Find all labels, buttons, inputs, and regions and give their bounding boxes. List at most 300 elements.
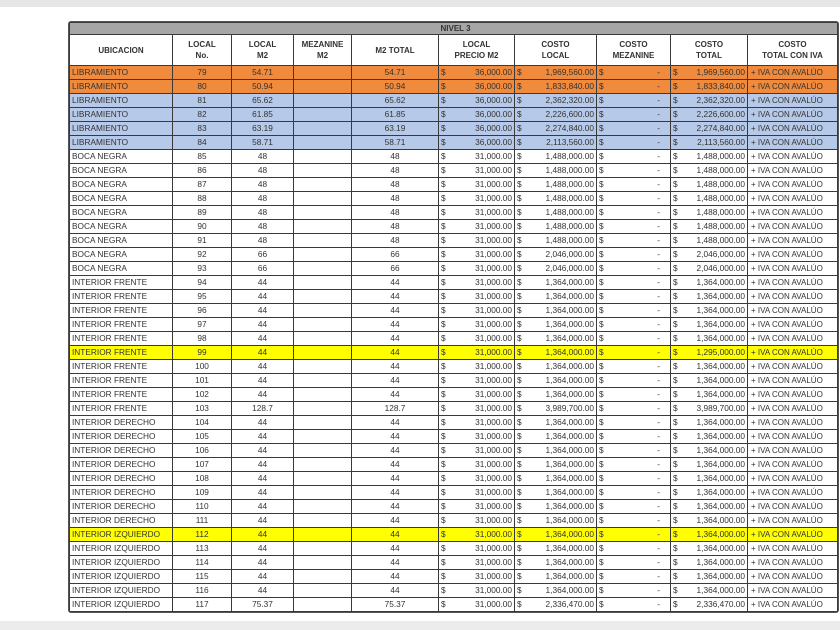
cell-local-m2[interactable]: 44 bbox=[232, 472, 294, 486]
cell-mezanine-m2[interactable] bbox=[294, 220, 352, 234]
cell-costo-local[interactable] bbox=[515, 416, 597, 430]
cell-mezanine-m2[interactable] bbox=[294, 472, 352, 486]
cell-costo-local[interactable] bbox=[515, 486, 597, 500]
cell-m2-total[interactable]: 44 bbox=[352, 500, 439, 514]
cell-precio-m2[interactable] bbox=[439, 192, 515, 206]
cell-local-m2[interactable]: 44 bbox=[232, 416, 294, 430]
cell-mezanine-m2[interactable] bbox=[294, 150, 352, 164]
cell-costo-iva[interactable]: + IVA CON AVALÚO bbox=[748, 318, 838, 332]
cell-mezanine-m2[interactable] bbox=[294, 206, 352, 220]
cell-costo-local[interactable] bbox=[515, 276, 597, 290]
cell-m2-total[interactable]: 48 bbox=[352, 220, 439, 234]
cell-mezanine-m2[interactable] bbox=[294, 458, 352, 472]
cell-precio-m2[interactable] bbox=[439, 402, 515, 416]
cell-costo-iva[interactable]: + IVA CON AVALÚO bbox=[748, 570, 838, 584]
cell-ubicacion[interactable]: INTERIOR FRENTE bbox=[70, 318, 173, 332]
cell-costo-total[interactable] bbox=[671, 80, 748, 94]
cell-m2-total[interactable]: 48 bbox=[352, 234, 439, 248]
cell-costo-local[interactable] bbox=[515, 136, 597, 150]
cell-local-m2[interactable]: 44 bbox=[232, 444, 294, 458]
cell-local-m2[interactable]: 66 bbox=[232, 262, 294, 276]
cell-costo-total[interactable] bbox=[671, 374, 748, 388]
cell-local-no[interactable]: 105 bbox=[173, 430, 232, 444]
cell-costo-local[interactable] bbox=[515, 318, 597, 332]
cell-costo-mezanine[interactable] bbox=[597, 556, 671, 570]
cell-ubicacion[interactable]: INTERIOR DERECHO bbox=[70, 500, 173, 514]
cell-costo-total[interactable] bbox=[671, 248, 748, 262]
cell-local-m2[interactable]: 44 bbox=[232, 570, 294, 584]
cell-costo-total[interactable] bbox=[671, 164, 748, 178]
cell-m2-total[interactable]: 44 bbox=[352, 332, 439, 346]
cell-costo-total[interactable] bbox=[671, 318, 748, 332]
cell-mezanine-m2[interactable] bbox=[294, 444, 352, 458]
cell-costo-iva[interactable]: + IVA CON AVALÚO bbox=[748, 108, 838, 122]
cell-costo-iva[interactable]: + IVA CON AVALÚO bbox=[748, 276, 838, 290]
cell-m2-total[interactable]: 48 bbox=[352, 164, 439, 178]
cell-costo-total[interactable] bbox=[671, 458, 748, 472]
cell-costo-mezanine[interactable] bbox=[597, 122, 671, 136]
cell-mezanine-m2[interactable] bbox=[294, 178, 352, 192]
cell-costo-mezanine[interactable] bbox=[597, 388, 671, 402]
cell-local-no[interactable]: 91 bbox=[173, 234, 232, 248]
cell-costo-total[interactable] bbox=[671, 500, 748, 514]
cell-local-no[interactable]: 108 bbox=[173, 472, 232, 486]
cell-ubicacion[interactable]: LIBRAMIENTO bbox=[70, 66, 173, 80]
cell-costo-total[interactable] bbox=[671, 472, 748, 486]
cell-costo-local[interactable] bbox=[515, 220, 597, 234]
cell-m2-total[interactable]: 44 bbox=[352, 444, 439, 458]
cell-precio-m2[interactable] bbox=[439, 276, 515, 290]
cell-local-no[interactable]: 100 bbox=[173, 360, 232, 374]
cell-costo-local[interactable] bbox=[515, 556, 597, 570]
cell-precio-m2[interactable] bbox=[439, 556, 515, 570]
cell-costo-mezanine[interactable] bbox=[597, 570, 671, 584]
cell-precio-m2[interactable] bbox=[439, 458, 515, 472]
cell-costo-local[interactable] bbox=[515, 192, 597, 206]
cell-local-m2[interactable]: 44 bbox=[232, 388, 294, 402]
cell-costo-mezanine[interactable] bbox=[597, 108, 671, 122]
cell-costo-mezanine[interactable] bbox=[597, 500, 671, 514]
cell-local-no[interactable]: 96 bbox=[173, 304, 232, 318]
cell-costo-iva[interactable]: + IVA CON AVALÚO bbox=[748, 472, 838, 486]
cell-precio-m2[interactable] bbox=[439, 206, 515, 220]
cell-costo-total[interactable] bbox=[671, 388, 748, 402]
cell-costo-local[interactable] bbox=[515, 374, 597, 388]
cell-m2-total[interactable]: 44 bbox=[352, 346, 439, 360]
cell-costo-total[interactable] bbox=[671, 486, 748, 500]
cell-costo-total[interactable] bbox=[671, 304, 748, 318]
cell-ubicacion[interactable]: INTERIOR FRENTE bbox=[70, 402, 173, 416]
cell-ubicacion[interactable]: INTERIOR DERECHO bbox=[70, 430, 173, 444]
cell-local-no[interactable]: 83 bbox=[173, 122, 232, 136]
cell-ubicacion[interactable]: INTERIOR DERECHO bbox=[70, 458, 173, 472]
cell-costo-local[interactable] bbox=[515, 598, 597, 612]
cell-costo-total[interactable] bbox=[671, 570, 748, 584]
cell-costo-iva[interactable]: + IVA CON AVALÚO bbox=[748, 136, 838, 150]
cell-ubicacion[interactable]: INTERIOR FRENTE bbox=[70, 346, 173, 360]
cell-local-no[interactable]: 80 bbox=[173, 80, 232, 94]
cell-costo-iva[interactable]: + IVA CON AVALÚO bbox=[748, 192, 838, 206]
cell-local-no[interactable]: 85 bbox=[173, 150, 232, 164]
cell-costo-total[interactable] bbox=[671, 444, 748, 458]
cell-costo-local[interactable] bbox=[515, 444, 597, 458]
cell-costo-mezanine[interactable] bbox=[597, 528, 671, 542]
cell-costo-total[interactable] bbox=[671, 528, 748, 542]
cell-costo-local[interactable] bbox=[515, 304, 597, 318]
cell-mezanine-m2[interactable] bbox=[294, 500, 352, 514]
cell-precio-m2[interactable] bbox=[439, 150, 515, 164]
cell-local-m2[interactable]: 65.62 bbox=[232, 94, 294, 108]
cell-costo-local[interactable] bbox=[515, 500, 597, 514]
cell-costo-mezanine[interactable] bbox=[597, 360, 671, 374]
cell-costo-mezanine[interactable] bbox=[597, 472, 671, 486]
cell-ubicacion[interactable]: INTERIOR FRENTE bbox=[70, 388, 173, 402]
cell-costo-iva[interactable]: + IVA CON AVALÚO bbox=[748, 234, 838, 248]
cell-local-m2[interactable]: 48 bbox=[232, 206, 294, 220]
cell-costo-iva[interactable]: + IVA CON AVALÚO bbox=[748, 164, 838, 178]
cell-costo-mezanine[interactable] bbox=[597, 178, 671, 192]
cell-costo-mezanine[interactable] bbox=[597, 318, 671, 332]
cell-m2-total[interactable]: 44 bbox=[352, 514, 439, 528]
cell-costo-local[interactable] bbox=[515, 178, 597, 192]
cell-costo-mezanine[interactable] bbox=[597, 486, 671, 500]
cell-costo-iva[interactable]: + IVA CON AVALÚO bbox=[748, 178, 838, 192]
cell-costo-iva[interactable]: + IVA CON AVALÚO bbox=[748, 66, 838, 80]
cell-costo-total[interactable] bbox=[671, 276, 748, 290]
cell-m2-total[interactable]: 44 bbox=[352, 556, 439, 570]
cell-local-no[interactable]: 106 bbox=[173, 444, 232, 458]
cell-costo-iva[interactable]: + IVA CON AVALÚO bbox=[748, 458, 838, 472]
cell-m2-total[interactable]: 58.71 bbox=[352, 136, 439, 150]
cell-local-no[interactable]: 94 bbox=[173, 276, 232, 290]
cell-precio-m2[interactable] bbox=[439, 430, 515, 444]
cell-local-m2[interactable]: 63.19 bbox=[232, 122, 294, 136]
cell-local-m2[interactable]: 66 bbox=[232, 248, 294, 262]
cell-costo-iva[interactable]: + IVA CON AVALÚO bbox=[748, 388, 838, 402]
cell-mezanine-m2[interactable] bbox=[294, 262, 352, 276]
cell-costo-iva[interactable]: + IVA CON AVALÚO bbox=[748, 150, 838, 164]
cell-m2-total[interactable]: 48 bbox=[352, 150, 439, 164]
cell-costo-mezanine[interactable] bbox=[597, 304, 671, 318]
cell-local-no[interactable]: 107 bbox=[173, 458, 232, 472]
cell-costo-mezanine[interactable] bbox=[597, 514, 671, 528]
cell-ubicacion[interactable]: INTERIOR DERECHO bbox=[70, 416, 173, 430]
cell-mezanine-m2[interactable] bbox=[294, 416, 352, 430]
cell-local-m2[interactable]: 58.71 bbox=[232, 136, 294, 150]
cell-costo-total[interactable] bbox=[671, 514, 748, 528]
cell-local-no[interactable]: 116 bbox=[173, 584, 232, 598]
cell-costo-total[interactable] bbox=[671, 178, 748, 192]
cell-m2-total[interactable]: 48 bbox=[352, 206, 439, 220]
cell-costo-iva[interactable]: + IVA CON AVALÚO bbox=[748, 94, 838, 108]
cell-ubicacion[interactable]: INTERIOR DERECHO bbox=[70, 514, 173, 528]
cell-m2-total[interactable]: 50.94 bbox=[352, 80, 439, 94]
cell-costo-iva[interactable]: + IVA CON AVALÚO bbox=[748, 290, 838, 304]
cell-local-no[interactable]: 87 bbox=[173, 178, 232, 192]
cell-precio-m2[interactable] bbox=[439, 528, 515, 542]
cell-costo-iva[interactable]: + IVA CON AVALÚO bbox=[748, 486, 838, 500]
cell-mezanine-m2[interactable] bbox=[294, 486, 352, 500]
cell-costo-total[interactable] bbox=[671, 136, 748, 150]
cell-ubicacion[interactable]: INTERIOR FRENTE bbox=[70, 276, 173, 290]
cell-mezanine-m2[interactable] bbox=[294, 164, 352, 178]
cell-costo-mezanine[interactable] bbox=[597, 150, 671, 164]
cell-costo-local[interactable] bbox=[515, 94, 597, 108]
cell-costo-iva[interactable]: + IVA CON AVALÚO bbox=[748, 262, 838, 276]
cell-ubicacion[interactable]: BOCA NEGRA bbox=[70, 262, 173, 276]
cell-costo-iva[interactable]: + IVA CON AVALÚO bbox=[748, 304, 838, 318]
cell-costo-total[interactable] bbox=[671, 584, 748, 598]
cell-costo-iva[interactable]: + IVA CON AVALÚO bbox=[748, 122, 838, 136]
cell-costo-mezanine[interactable] bbox=[597, 374, 671, 388]
cell-local-no[interactable]: 86 bbox=[173, 164, 232, 178]
cell-costo-total[interactable] bbox=[671, 108, 748, 122]
cell-local-m2[interactable]: 44 bbox=[232, 346, 294, 360]
cell-m2-total[interactable]: 44 bbox=[352, 486, 439, 500]
cell-local-m2[interactable]: 48 bbox=[232, 178, 294, 192]
cell-m2-total[interactable]: 48 bbox=[352, 178, 439, 192]
cell-costo-total[interactable] bbox=[671, 150, 748, 164]
cell-local-m2[interactable]: 48 bbox=[232, 192, 294, 206]
cell-local-no[interactable]: 97 bbox=[173, 318, 232, 332]
cell-costo-mezanine[interactable] bbox=[597, 136, 671, 150]
cell-mezanine-m2[interactable] bbox=[294, 584, 352, 598]
cell-precio-m2[interactable] bbox=[439, 570, 515, 584]
cell-costo-total[interactable] bbox=[671, 598, 748, 612]
cell-costo-local[interactable] bbox=[515, 346, 597, 360]
cell-costo-total[interactable] bbox=[671, 542, 748, 556]
cell-m2-total[interactable]: 44 bbox=[352, 542, 439, 556]
cell-mezanine-m2[interactable] bbox=[294, 388, 352, 402]
cell-local-no[interactable]: 115 bbox=[173, 570, 232, 584]
cell-local-no[interactable]: 92 bbox=[173, 248, 232, 262]
cell-m2-total[interactable]: 44 bbox=[352, 416, 439, 430]
cell-costo-mezanine[interactable] bbox=[597, 444, 671, 458]
cell-mezanine-m2[interactable] bbox=[294, 318, 352, 332]
cell-ubicacion[interactable]: INTERIOR DERECHO bbox=[70, 444, 173, 458]
cell-m2-total[interactable]: 63.19 bbox=[352, 122, 439, 136]
cell-local-m2[interactable]: 44 bbox=[232, 542, 294, 556]
cell-costo-iva[interactable]: + IVA CON AVALÚO bbox=[748, 416, 838, 430]
cell-precio-m2[interactable] bbox=[439, 374, 515, 388]
cell-local-no[interactable]: 104 bbox=[173, 416, 232, 430]
cell-mezanine-m2[interactable] bbox=[294, 304, 352, 318]
cell-m2-total[interactable]: 44 bbox=[352, 374, 439, 388]
cell-precio-m2[interactable] bbox=[439, 248, 515, 262]
cell-local-no[interactable]: 117 bbox=[173, 598, 232, 612]
cell-precio-m2[interactable] bbox=[439, 416, 515, 430]
cell-precio-m2[interactable] bbox=[439, 318, 515, 332]
cell-costo-total[interactable] bbox=[671, 332, 748, 346]
cell-mezanine-m2[interactable] bbox=[294, 108, 352, 122]
cell-local-no[interactable]: 112 bbox=[173, 528, 232, 542]
cell-costo-mezanine[interactable] bbox=[597, 332, 671, 346]
cell-ubicacion[interactable]: LIBRAMIENTO bbox=[70, 136, 173, 150]
cell-costo-mezanine[interactable] bbox=[597, 290, 671, 304]
cell-local-m2[interactable]: 61.85 bbox=[232, 108, 294, 122]
cell-costo-iva[interactable]: + IVA CON AVALÚO bbox=[748, 514, 838, 528]
cell-costo-local[interactable] bbox=[515, 584, 597, 598]
cell-mezanine-m2[interactable] bbox=[294, 346, 352, 360]
cell-precio-m2[interactable] bbox=[439, 514, 515, 528]
cell-precio-m2[interactable] bbox=[439, 444, 515, 458]
cell-precio-m2[interactable] bbox=[439, 500, 515, 514]
cell-local-no[interactable]: 101 bbox=[173, 374, 232, 388]
cell-precio-m2[interactable] bbox=[439, 164, 515, 178]
cell-costo-total[interactable] bbox=[671, 346, 748, 360]
cell-precio-m2[interactable] bbox=[439, 360, 515, 374]
cell-m2-total[interactable]: 44 bbox=[352, 584, 439, 598]
cell-costo-local[interactable] bbox=[515, 122, 597, 136]
cell-local-no[interactable]: 102 bbox=[173, 388, 232, 402]
cell-costo-mezanine[interactable] bbox=[597, 430, 671, 444]
cell-local-no[interactable]: 109 bbox=[173, 486, 232, 500]
cell-mezanine-m2[interactable] bbox=[294, 430, 352, 444]
cell-precio-m2[interactable] bbox=[439, 472, 515, 486]
cell-costo-iva[interactable]: + IVA CON AVALÚO bbox=[748, 206, 838, 220]
cell-precio-m2[interactable] bbox=[439, 122, 515, 136]
cell-precio-m2[interactable] bbox=[439, 234, 515, 248]
cell-local-m2[interactable]: 44 bbox=[232, 486, 294, 500]
cell-costo-iva[interactable]: + IVA CON AVALÚO bbox=[748, 500, 838, 514]
cell-m2-total[interactable]: 128.7 bbox=[352, 402, 439, 416]
cell-local-no[interactable]: 95 bbox=[173, 290, 232, 304]
cell-ubicacion[interactable]: INTERIOR IZQUIERDO bbox=[70, 528, 173, 542]
cell-mezanine-m2[interactable] bbox=[294, 402, 352, 416]
cell-costo-mezanine[interactable] bbox=[597, 248, 671, 262]
cell-costo-iva[interactable]: + IVA CON AVALÚO bbox=[748, 402, 838, 416]
cell-costo-local[interactable] bbox=[515, 290, 597, 304]
cell-ubicacion[interactable]: INTERIOR FRENTE bbox=[70, 304, 173, 318]
cell-costo-local[interactable] bbox=[515, 388, 597, 402]
cell-ubicacion[interactable]: BOCA NEGRA bbox=[70, 248, 173, 262]
cell-precio-m2[interactable] bbox=[439, 584, 515, 598]
cell-ubicacion[interactable]: LIBRAMIENTO bbox=[70, 80, 173, 94]
cell-costo-total[interactable] bbox=[671, 360, 748, 374]
cell-ubicacion[interactable]: INTERIOR IZQUIERDO bbox=[70, 556, 173, 570]
cell-costo-iva[interactable]: + IVA CON AVALÚO bbox=[748, 360, 838, 374]
cell-local-m2[interactable]: 128.7 bbox=[232, 402, 294, 416]
cell-precio-m2[interactable] bbox=[439, 178, 515, 192]
cell-ubicacion[interactable]: LIBRAMIENTO bbox=[70, 122, 173, 136]
cell-costo-mezanine[interactable] bbox=[597, 402, 671, 416]
cell-mezanine-m2[interactable] bbox=[294, 276, 352, 290]
cell-local-m2[interactable]: 44 bbox=[232, 528, 294, 542]
cell-m2-total[interactable]: 44 bbox=[352, 458, 439, 472]
cell-ubicacion[interactable]: BOCA NEGRA bbox=[70, 164, 173, 178]
cell-costo-local[interactable] bbox=[515, 262, 597, 276]
cell-costo-total[interactable] bbox=[671, 94, 748, 108]
cell-local-m2[interactable]: 50.94 bbox=[232, 80, 294, 94]
cell-m2-total[interactable]: 66 bbox=[352, 248, 439, 262]
cell-costo-total[interactable] bbox=[671, 234, 748, 248]
cell-costo-local[interactable] bbox=[515, 66, 597, 80]
cell-costo-iva[interactable]: + IVA CON AVALÚO bbox=[748, 598, 838, 612]
cell-costo-total[interactable] bbox=[671, 416, 748, 430]
cell-ubicacion[interactable]: BOCA NEGRA bbox=[70, 192, 173, 206]
cell-local-m2[interactable]: 75.37 bbox=[232, 598, 294, 612]
cell-m2-total[interactable]: 44 bbox=[352, 388, 439, 402]
cell-costo-local[interactable] bbox=[515, 234, 597, 248]
cell-precio-m2[interactable] bbox=[439, 486, 515, 500]
cell-ubicacion[interactable]: LIBRAMIENTO bbox=[70, 108, 173, 122]
cell-local-no[interactable]: 82 bbox=[173, 108, 232, 122]
cell-local-no[interactable]: 90 bbox=[173, 220, 232, 234]
cell-ubicacion[interactable]: BOCA NEGRA bbox=[70, 234, 173, 248]
cell-local-m2[interactable]: 44 bbox=[232, 458, 294, 472]
cell-precio-m2[interactable] bbox=[439, 262, 515, 276]
cell-costo-local[interactable] bbox=[515, 528, 597, 542]
cell-precio-m2[interactable] bbox=[439, 94, 515, 108]
cell-costo-mezanine[interactable] bbox=[597, 458, 671, 472]
cell-local-m2[interactable]: 44 bbox=[232, 290, 294, 304]
cell-ubicacion[interactable]: INTERIOR DERECHO bbox=[70, 486, 173, 500]
cell-m2-total[interactable]: 66 bbox=[352, 262, 439, 276]
cell-mezanine-m2[interactable] bbox=[294, 360, 352, 374]
cell-costo-mezanine[interactable] bbox=[597, 346, 671, 360]
cell-mezanine-m2[interactable] bbox=[294, 136, 352, 150]
cell-costo-iva[interactable]: + IVA CON AVALÚO bbox=[748, 528, 838, 542]
cell-costo-local[interactable] bbox=[515, 430, 597, 444]
cell-m2-total[interactable]: 65.62 bbox=[352, 94, 439, 108]
cell-mezanine-m2[interactable] bbox=[294, 248, 352, 262]
cell-costo-total[interactable] bbox=[671, 402, 748, 416]
cell-local-m2[interactable]: 48 bbox=[232, 234, 294, 248]
cell-costo-iva[interactable]: + IVA CON AVALÚO bbox=[748, 542, 838, 556]
cell-ubicacion[interactable]: BOCA NEGRA bbox=[70, 206, 173, 220]
cell-mezanine-m2[interactable] bbox=[294, 570, 352, 584]
cell-costo-mezanine[interactable] bbox=[597, 192, 671, 206]
cell-mezanine-m2[interactable] bbox=[294, 542, 352, 556]
cell-precio-m2[interactable] bbox=[439, 108, 515, 122]
cell-costo-total[interactable] bbox=[671, 192, 748, 206]
cell-costo-local[interactable] bbox=[515, 570, 597, 584]
cell-costo-iva[interactable]: + IVA CON AVALÚO bbox=[748, 220, 838, 234]
cell-local-no[interactable]: 93 bbox=[173, 262, 232, 276]
cell-local-m2[interactable]: 44 bbox=[232, 360, 294, 374]
cell-costo-mezanine[interactable] bbox=[597, 598, 671, 612]
cell-costo-total[interactable] bbox=[671, 430, 748, 444]
cell-local-m2[interactable]: 44 bbox=[232, 304, 294, 318]
cell-m2-total[interactable]: 48 bbox=[352, 192, 439, 206]
cell-m2-total[interactable]: 54.71 bbox=[352, 66, 439, 80]
cell-mezanine-m2[interactable] bbox=[294, 80, 352, 94]
cell-ubicacion[interactable]: INTERIOR FRENTE bbox=[70, 374, 173, 388]
cell-m2-total[interactable]: 44 bbox=[352, 290, 439, 304]
cell-costo-iva[interactable]: + IVA CON AVALÚO bbox=[748, 430, 838, 444]
cell-local-no[interactable]: 84 bbox=[173, 136, 232, 150]
cell-precio-m2[interactable] bbox=[439, 346, 515, 360]
cell-mezanine-m2[interactable] bbox=[294, 234, 352, 248]
cell-local-m2[interactable]: 44 bbox=[232, 514, 294, 528]
cell-precio-m2[interactable] bbox=[439, 290, 515, 304]
cell-costo-local[interactable] bbox=[515, 402, 597, 416]
cell-local-no[interactable]: 99 bbox=[173, 346, 232, 360]
cell-costo-iva[interactable]: + IVA CON AVALÚO bbox=[748, 80, 838, 94]
cell-mezanine-m2[interactable] bbox=[294, 556, 352, 570]
cell-costo-mezanine[interactable] bbox=[597, 262, 671, 276]
cell-m2-total[interactable]: 44 bbox=[352, 304, 439, 318]
cell-local-m2[interactable]: 48 bbox=[232, 220, 294, 234]
cell-mezanine-m2[interactable] bbox=[294, 122, 352, 136]
cell-costo-mezanine[interactable] bbox=[597, 66, 671, 80]
cell-local-m2[interactable]: 44 bbox=[232, 556, 294, 570]
cell-local-no[interactable]: 89 bbox=[173, 206, 232, 220]
cell-precio-m2[interactable] bbox=[439, 66, 515, 80]
cell-m2-total[interactable]: 75.37 bbox=[352, 598, 439, 612]
cell-local-m2[interactable]: 48 bbox=[232, 150, 294, 164]
cell-m2-total[interactable]: 44 bbox=[352, 570, 439, 584]
